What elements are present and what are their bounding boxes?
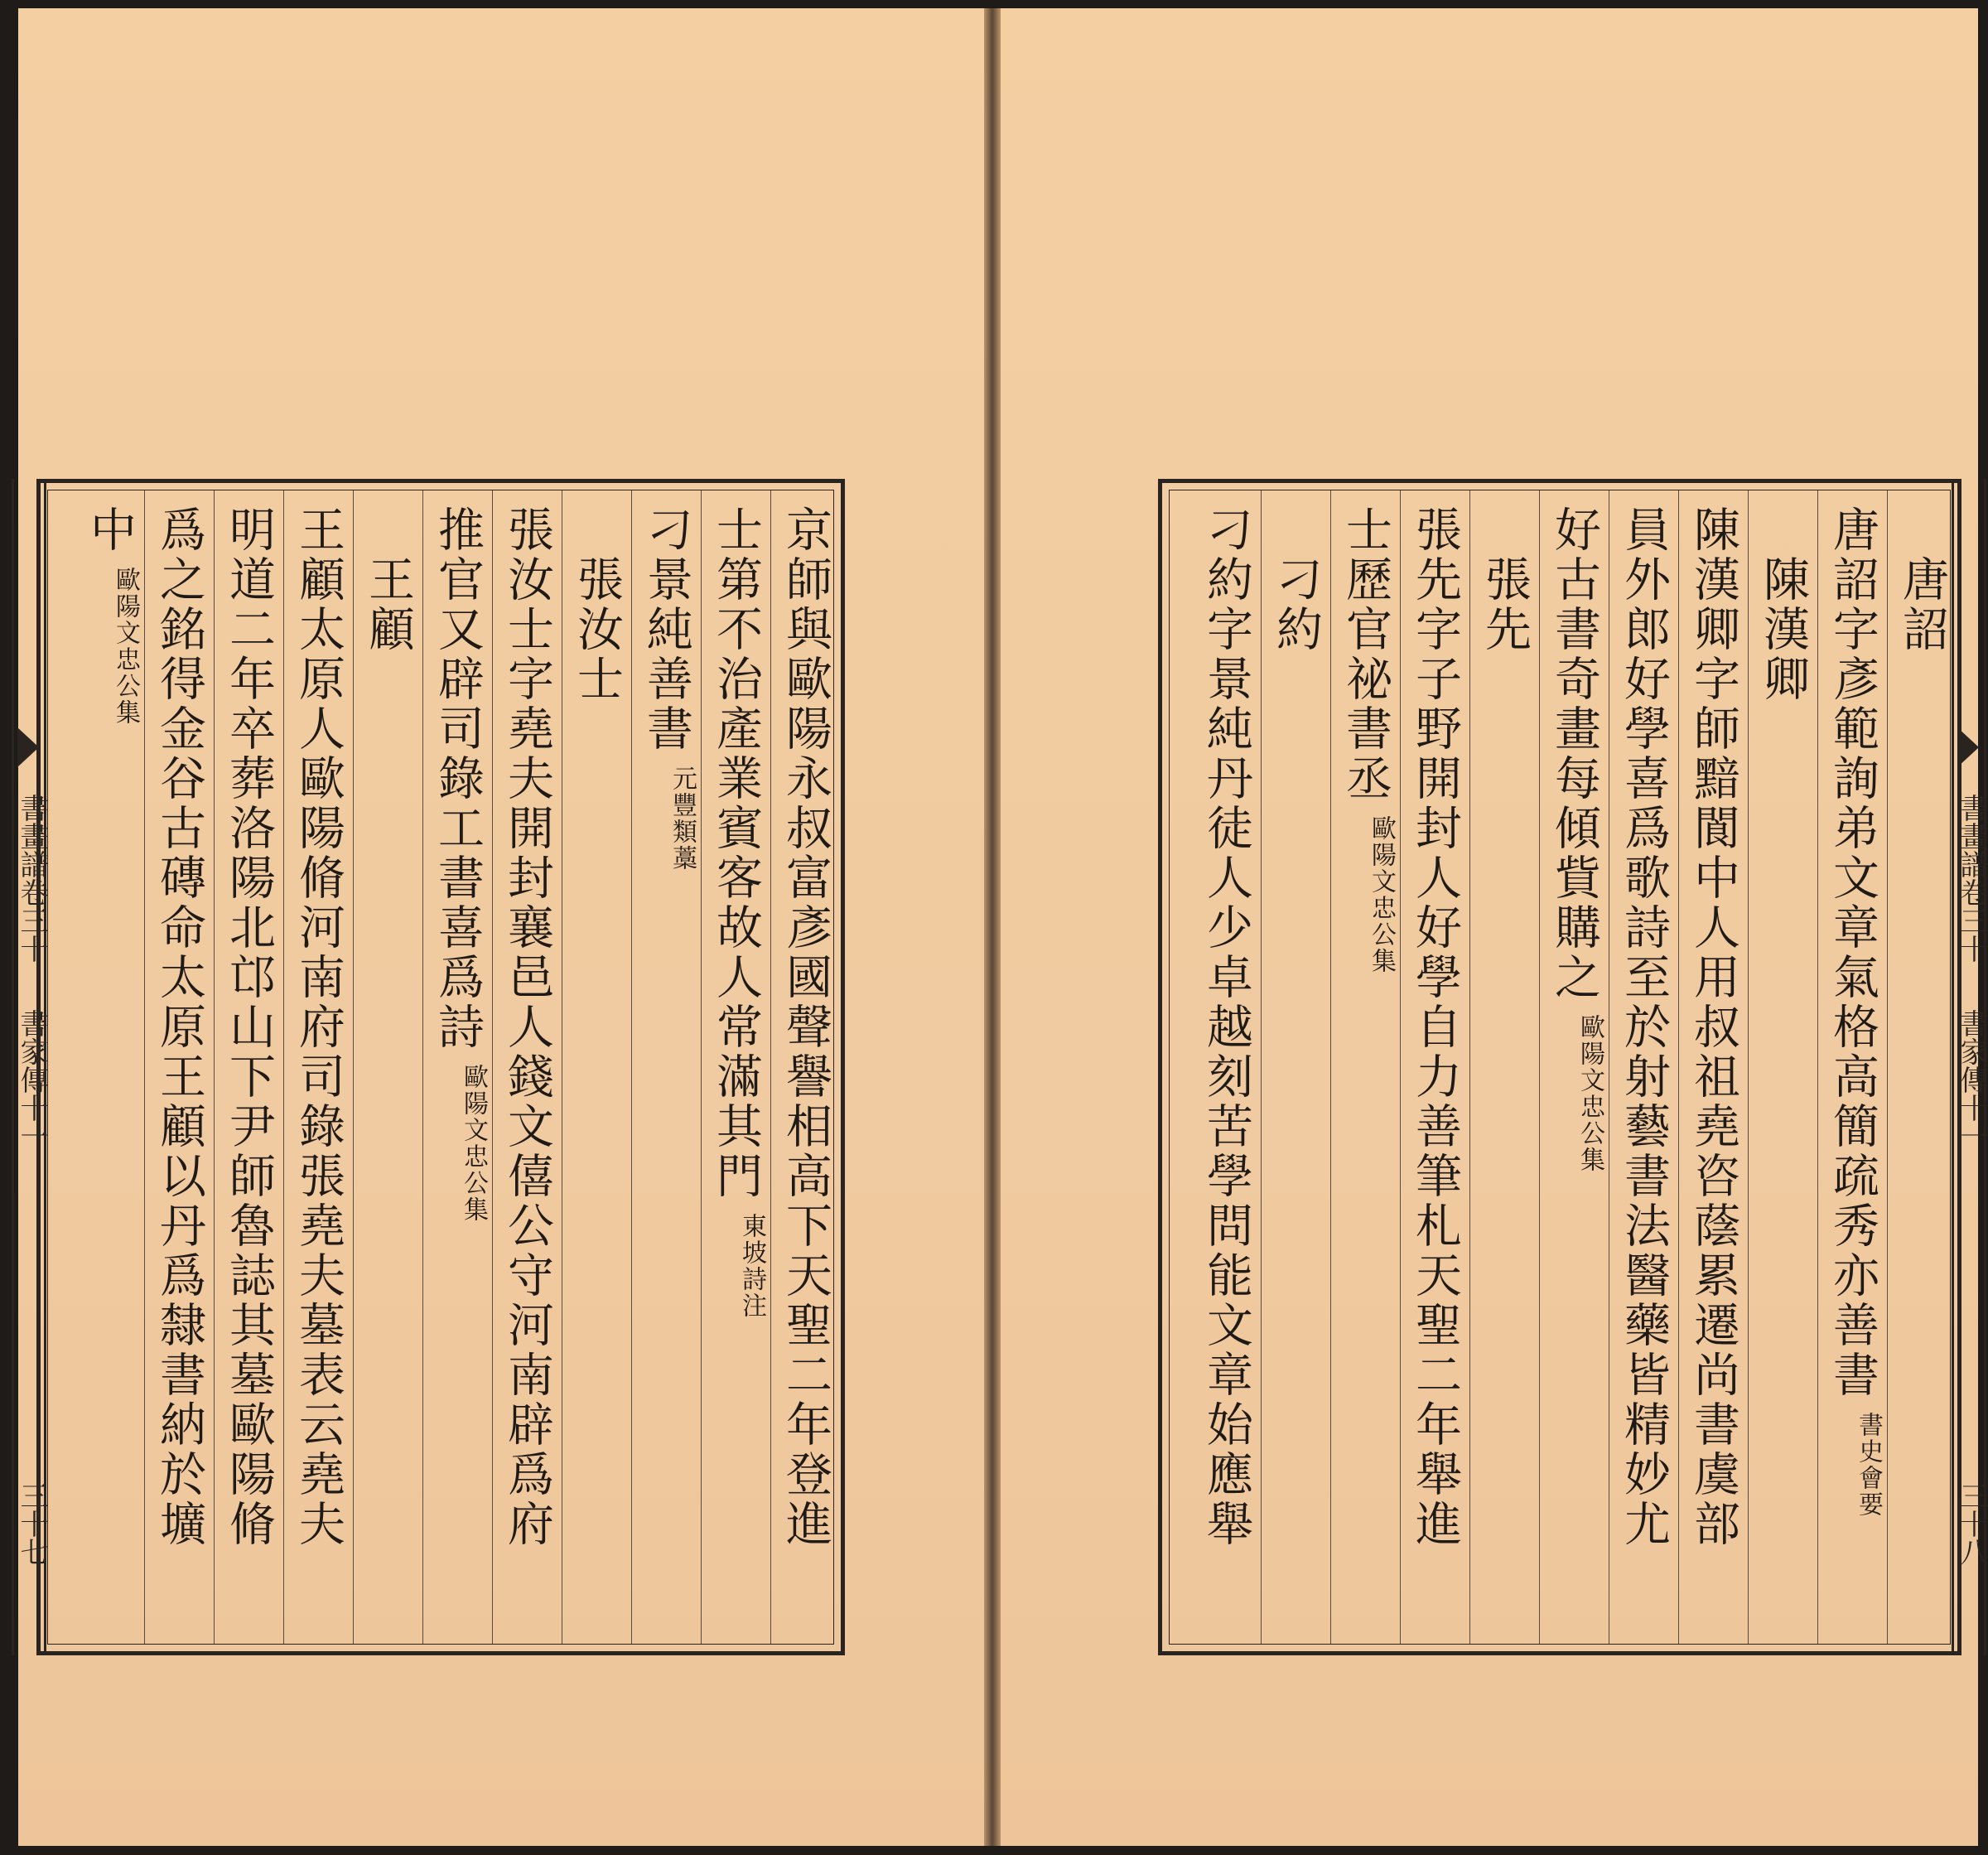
source-note: 書史會要 bbox=[1854, 1412, 1883, 1518]
book-title-label: 書畫譜卷三十 bbox=[1955, 794, 1988, 963]
text-column: 爲之銘得金谷古磚命太原王顧以丹爲隸書納於壙 bbox=[152, 505, 206, 1549]
source-note: 東坡詩注 bbox=[737, 1213, 766, 1319]
left-text-block bbox=[47, 490, 834, 1645]
text-column: 推官又辟司錄工書喜爲詩歐陽文忠公集 bbox=[431, 505, 488, 1223]
text-column: 京師與歐陽永叔富彥國聲譽相高下天聖二年登進 bbox=[779, 505, 832, 1549]
left-page bbox=[15, 8, 984, 1846]
right-text-frame bbox=[1158, 479, 1961, 1655]
text-column: 中歐陽文忠公集 bbox=[83, 505, 140, 726]
fishtail-mark bbox=[1957, 727, 1979, 767]
text-column: 張汝士字堯夫開封襄邑人錢文僖公守河南辟爲府 bbox=[500, 505, 554, 1549]
heading-column: 張汝士 bbox=[570, 505, 624, 704]
text-column: 唐詔字彥範詢弟文章氣格高簡疏秀亦善書書史會要 bbox=[1826, 505, 1883, 1518]
text-column: 刁景純善書元豐類藁 bbox=[639, 505, 697, 872]
fishtail-mark bbox=[17, 727, 39, 767]
text-column: 刁約字景純丹徒人少卓越刻苦學問能文章始應舉 bbox=[1199, 505, 1253, 1549]
book-title-label: 書畫譜卷三十 bbox=[15, 794, 48, 963]
text-column: 士第不治產業賓客故人常滿其門東坡詩注 bbox=[709, 505, 766, 1319]
right-text-block bbox=[1169, 490, 1951, 1645]
text-column: 張先字子野開封人好學自力善筆札天聖二年舉進 bbox=[1408, 505, 1462, 1549]
text-column: 士歷官祕書丞歐陽文忠公集 bbox=[1339, 505, 1396, 974]
left-margin-strip bbox=[12, 479, 46, 1655]
text-column: 員外郎好學喜爲歌詩至於射藝書法醫藥皆精妙尤 bbox=[1617, 505, 1671, 1549]
heading-column: 張先 bbox=[1478, 505, 1532, 655]
heading-column: 陳漢卿 bbox=[1756, 505, 1810, 704]
page-number: 三十七 bbox=[15, 1481, 48, 1566]
page-number: 三十八 bbox=[1955, 1481, 1988, 1566]
source-note: 元豐類藁 bbox=[668, 766, 697, 872]
heading-column: 刁約 bbox=[1269, 505, 1323, 655]
book-spine bbox=[984, 8, 1001, 1846]
source-note: 歐陽文忠公集 bbox=[111, 567, 140, 726]
section-label: 書家傳十一 bbox=[15, 1009, 48, 1150]
heading-column: 王顧 bbox=[361, 505, 415, 655]
source-note: 歐陽文忠公集 bbox=[459, 1064, 488, 1223]
text-column: 王顧太原人歐陽脩河南府司錄張堯夫墓表云堯夫 bbox=[292, 505, 345, 1549]
text-column: 陳漢卿字師黯閬中人用叔祖堯咨蔭累遷尚書虞部 bbox=[1686, 505, 1740, 1549]
source-note: 歐陽文忠公集 bbox=[1575, 1014, 1604, 1173]
left-text-frame bbox=[36, 479, 845, 1655]
right-page bbox=[1001, 8, 1988, 1846]
text-column: 明道二年卒葬洛陽北邙山下尹師魯誌其墓歐陽脩 bbox=[222, 505, 276, 1549]
right-margin-strip bbox=[1952, 479, 1986, 1655]
text-column: 好古書奇畫每傾貲購之歐陽文忠公集 bbox=[1547, 505, 1604, 1173]
heading-column: 唐詔 bbox=[1895, 505, 1949, 655]
source-note: 歐陽文忠公集 bbox=[1367, 815, 1396, 974]
section-label: 書家傳十一 bbox=[1955, 1009, 1988, 1150]
